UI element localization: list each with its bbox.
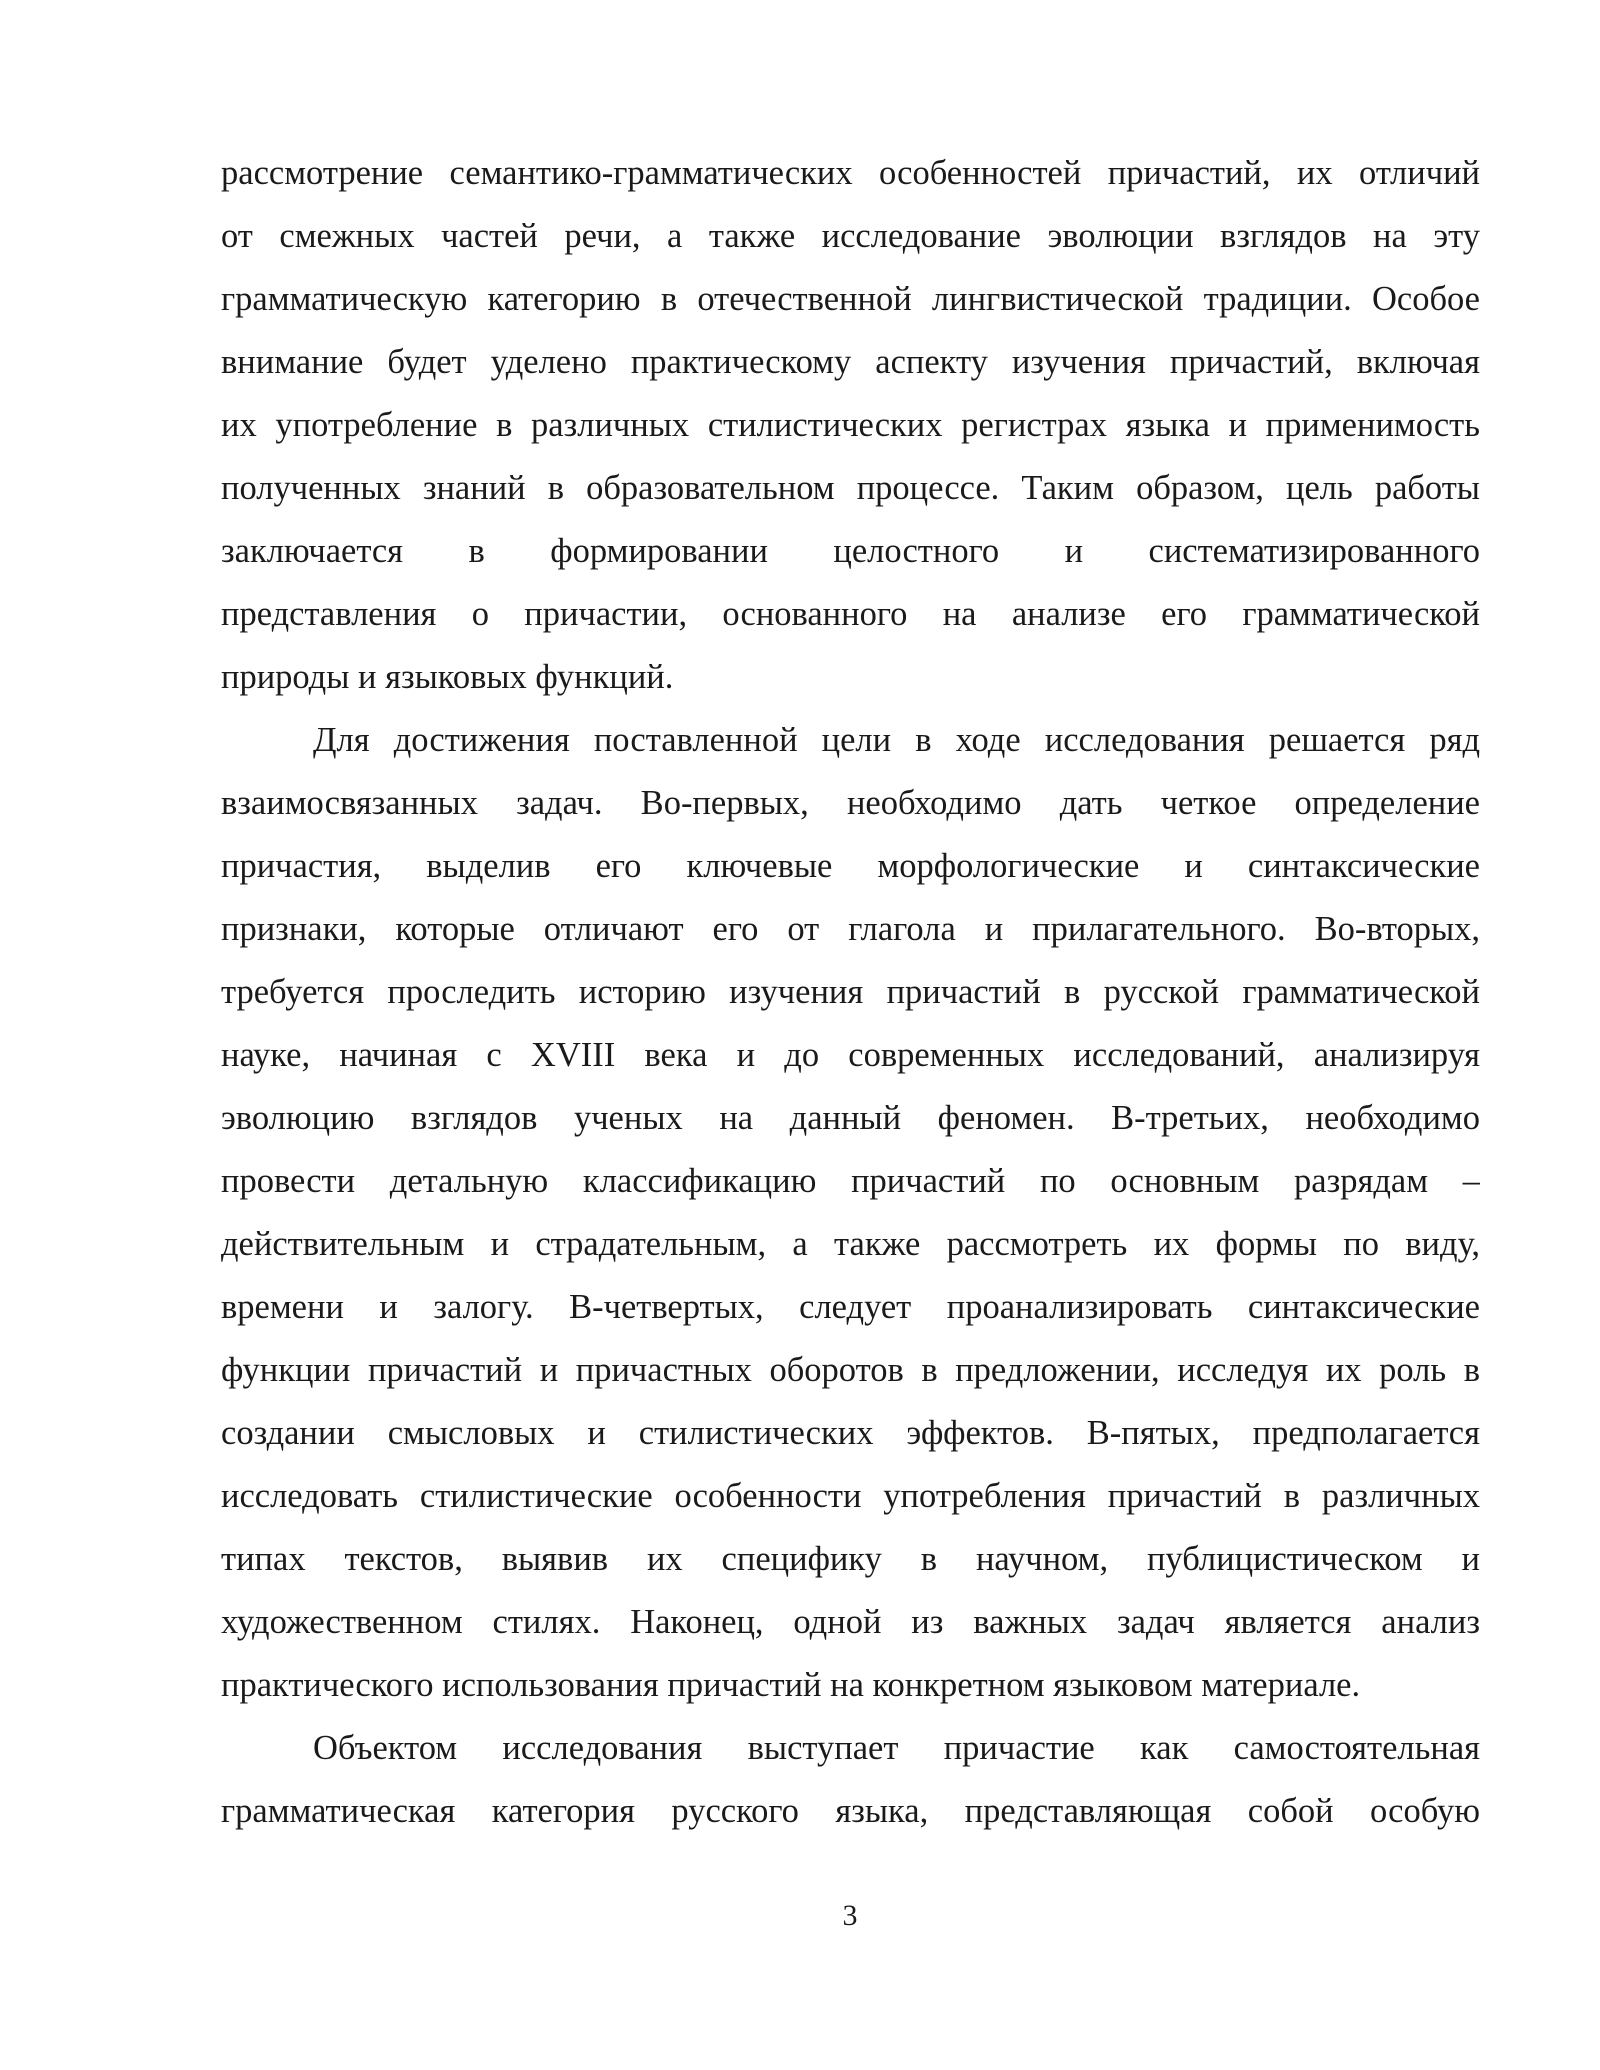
- text-line: провести детальную классификацию причастий по основным разрядам –: [221, 1162, 1480, 1200]
- text-line: от смежных частей речи, а также исследование эволюции взглядов на эту: [221, 217, 1480, 255]
- page-number: 3: [842, 1899, 858, 1932]
- text-line: требуется проследить историю изучения причастий в русской грамматической: [221, 973, 1480, 1011]
- text-line: природы и языковых функций.: [221, 658, 674, 696]
- text-line: практического использования причастий на конкретном языковом материале.: [221, 1666, 1361, 1704]
- page-body: [221, 142, 1480, 1843]
- text-line: Для достижения поставленной цели в ходе исследования решается ряд: [313, 721, 1480, 759]
- text-line: исследовать стилистические особенности употребления причастий в различных: [221, 1477, 1480, 1515]
- text-line: полученных знаний в образовательном процессе. Таким образом, цель работы: [221, 469, 1480, 507]
- paragraph-tasks: [221, 709, 1480, 1717]
- text-line: взаимосвязанных задач. Во-первых, необходимо дать четкое определение: [221, 784, 1480, 822]
- text-line: типах текстов, выявив их специфику в научном, публицистическом и: [221, 1540, 1480, 1578]
- text-line: художественном стилях. Наконец, одной из важных задач является анализ: [221, 1603, 1480, 1641]
- text-line: грамматическую категорию в отечественной лингвистической традиции. Особое: [221, 280, 1480, 318]
- text-line: эволюцию взглядов ученых на данный феномен. В-третьих, необходимо: [221, 1099, 1480, 1137]
- text-line: внимание будет уделено практическому аспекту изучения причастий, включая: [221, 343, 1480, 381]
- text-line: представления о причастии, основанного на анализе его грамматической: [221, 595, 1480, 633]
- text-line: науке, начиная с XVIII века и до современных исследований, анализируя: [221, 1036, 1480, 1074]
- text-line: грамматическая категория русского языка, представляющая собой особую: [221, 1792, 1480, 1830]
- text-line: действительным и страдательным, а также рассмотреть их формы по виду,: [221, 1225, 1480, 1263]
- text-line: их употребление в различных стилистических регистрах языка и применимость: [221, 406, 1480, 444]
- paragraph-goal-continued: [221, 142, 1480, 709]
- text-line: Объектом исследования выступает причастие как самостоятельная: [313, 1729, 1480, 1767]
- text-line: функции причастий и причастных оборотов в предложении, исследуя их роль в: [221, 1351, 1480, 1389]
- text-line: создании смысловых и стилистических эффектов. В-пятых, предполагается: [221, 1414, 1480, 1452]
- text-line: признаки, которые отличают его от глагола и прилагательного. Во-вторых,: [221, 910, 1480, 948]
- text-line: рассмотрение семантико-грамматических особенностей причастий, их отличий: [221, 154, 1480, 192]
- text-line: времени и залогу. В-четвертых, следует проанализировать синтаксические: [221, 1288, 1480, 1326]
- text-line: причастия, выделив его ключевые морфологические и синтаксические: [221, 847, 1480, 885]
- paragraph-object: [221, 1717, 1480, 1843]
- text-line: заключается в формировании целостного и систематизированного: [221, 532, 1480, 570]
